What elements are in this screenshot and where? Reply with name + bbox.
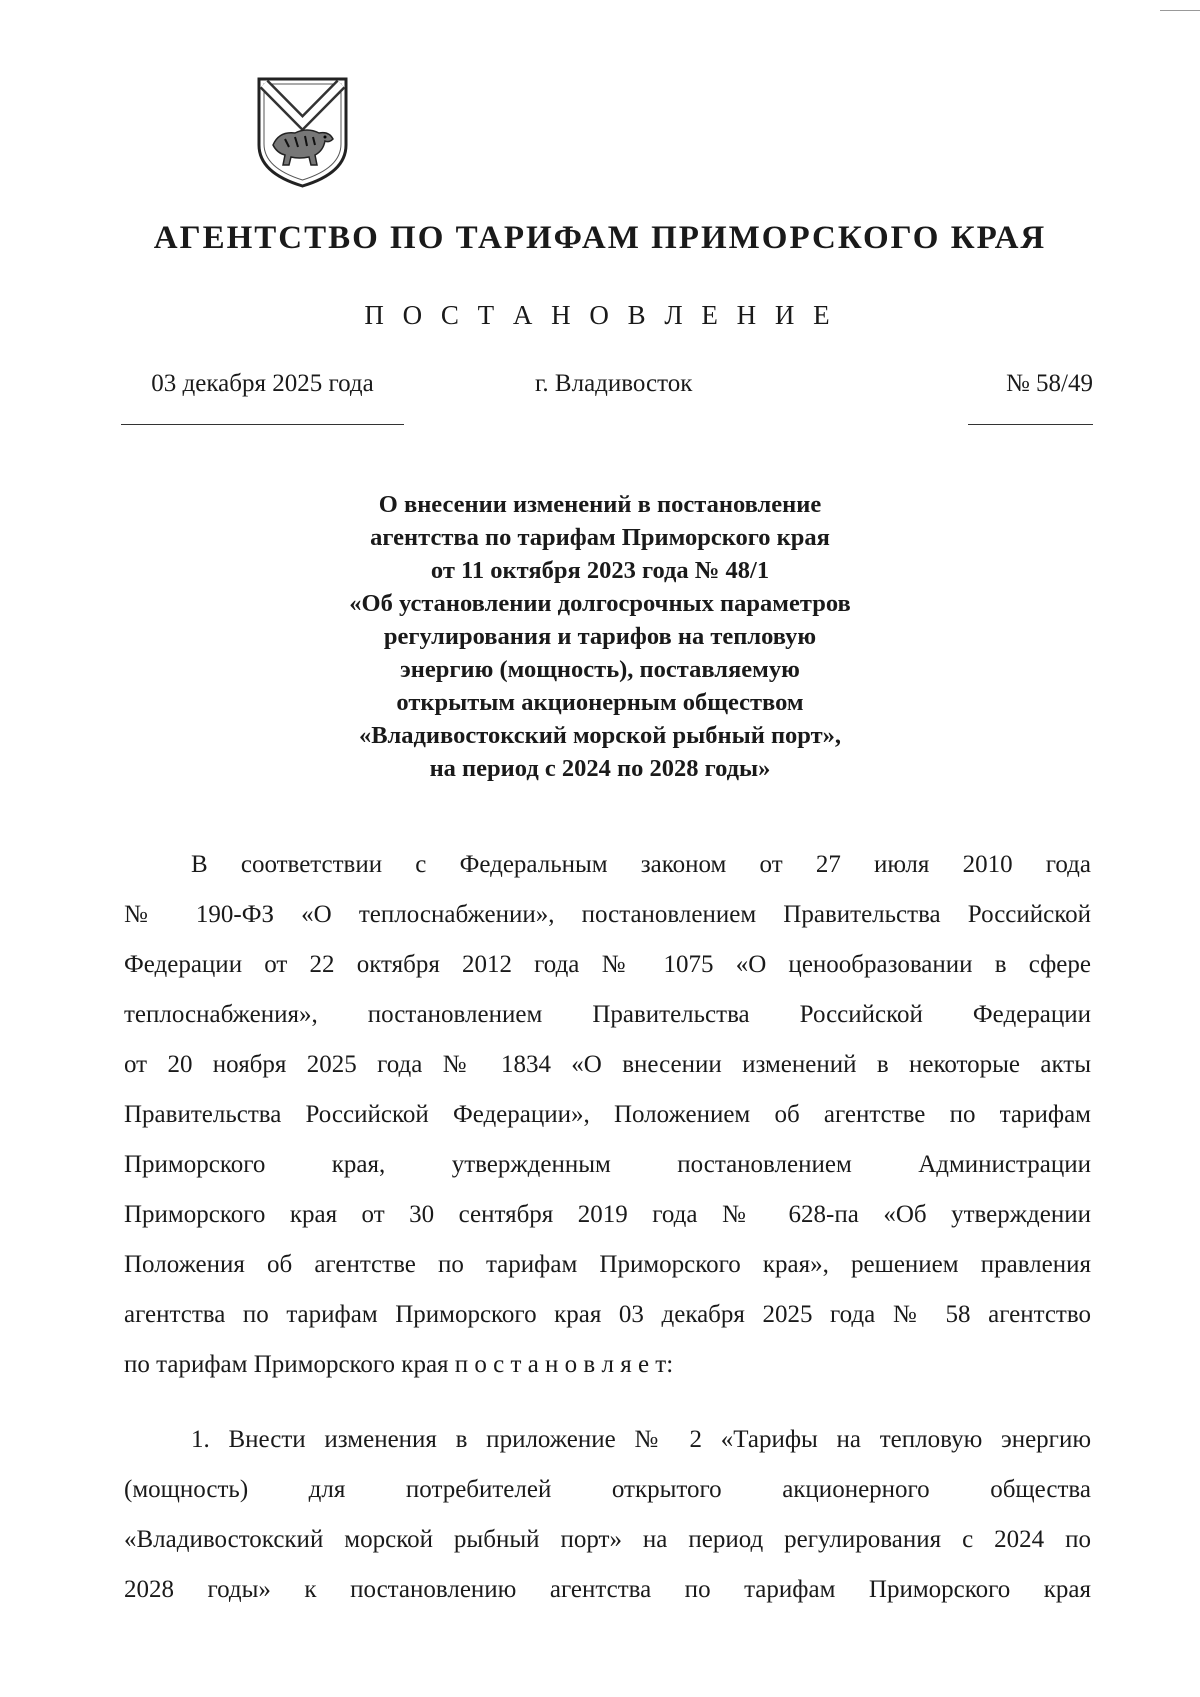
subject-line: от 11 октября 2023 года № 48/1	[430, 557, 770, 584]
body-line: № 190-ФЗ «О теплоснабжении», постановлением Правительства Российской	[124, 901, 1091, 928]
body-line: Положения об агентстве по тарифам Приморского края», решением правления	[124, 1251, 1091, 1278]
document-type: П О С Т А Н О В Л Е Н И Е	[364, 300, 836, 330]
subject-line: агентства по тарифам Приморского края	[370, 524, 830, 551]
body-line: (мощность) для потребителей открытого акционерного общества	[124, 1476, 1091, 1503]
body-line: от 20 ноября 2025 года № 1834 «О внесении изменений в некоторые акты	[124, 1051, 1091, 1078]
subject-line: энергию (мощность), поставляемую	[400, 656, 800, 683]
subject-line: на период с 2024 по 2028 годы»	[429, 755, 771, 782]
document-subject	[250, 488, 950, 785]
subject-line: «Об установлении долгосрочных параметров	[349, 590, 851, 617]
body-line: теплоснабжения», постановлением Правительства Российской Федерации	[124, 1001, 1091, 1028]
body-line: по тарифам Приморского края п о с т а н о в л я е т:	[124, 1351, 674, 1378]
body-line: 2028 годы» к постановлению агентства по тарифам Приморского края	[124, 1576, 1091, 1603]
coat-of-arms-icon	[255, 75, 350, 190]
document-date: 03 декабря 2025 года	[121, 370, 404, 425]
body-line: «Владивостокский морской рыбный порт» на период регулирования с 2024 по	[124, 1526, 1091, 1553]
body-line: агентства по тарифам Приморского края 03 декабря 2025 года № 58 агентство	[124, 1301, 1091, 1328]
body-line: Приморского края от 30 сентября 2019 года № 628-па «Об утверждении	[124, 1201, 1091, 1228]
body-line: 1. Внести изменения в приложение № 2 «Тарифы на тепловую энергию	[191, 1426, 1091, 1453]
body-line: Федерации от 22 октября 2012 года № 1075 «О ценообразовании в сфере	[124, 951, 1091, 978]
agency-title: АГЕНТСТВО ПО ТАРИФАМ ПРИМОРСКОГО КРАЯ	[153, 220, 1047, 256]
subject-line: «Владивостокский морской рыбный порт»,	[358, 722, 842, 749]
subject-line: открытым акционерным обществом	[396, 689, 804, 716]
subject-line: О внесении изменений в постановление	[378, 491, 822, 518]
document-city: г. Владивосток	[535, 370, 693, 397]
body-paragraph-item-1	[124, 1415, 1091, 1615]
body-line: В соответствии с Федеральным законом от 27 июля 2010 года	[191, 851, 1091, 878]
body-line: Правительства Российской Федерации», Положением об агентстве по тарифам	[124, 1101, 1091, 1128]
body-paragraph-preamble	[124, 840, 1091, 1390]
subject-line: регулирования и тарифов на тепловую	[383, 623, 817, 650]
document-number: № 58/49	[968, 370, 1093, 425]
body-line: Приморского края, утвержденным постановлением Администрации	[124, 1151, 1091, 1178]
scan-corner-mark	[1160, 10, 1200, 11]
